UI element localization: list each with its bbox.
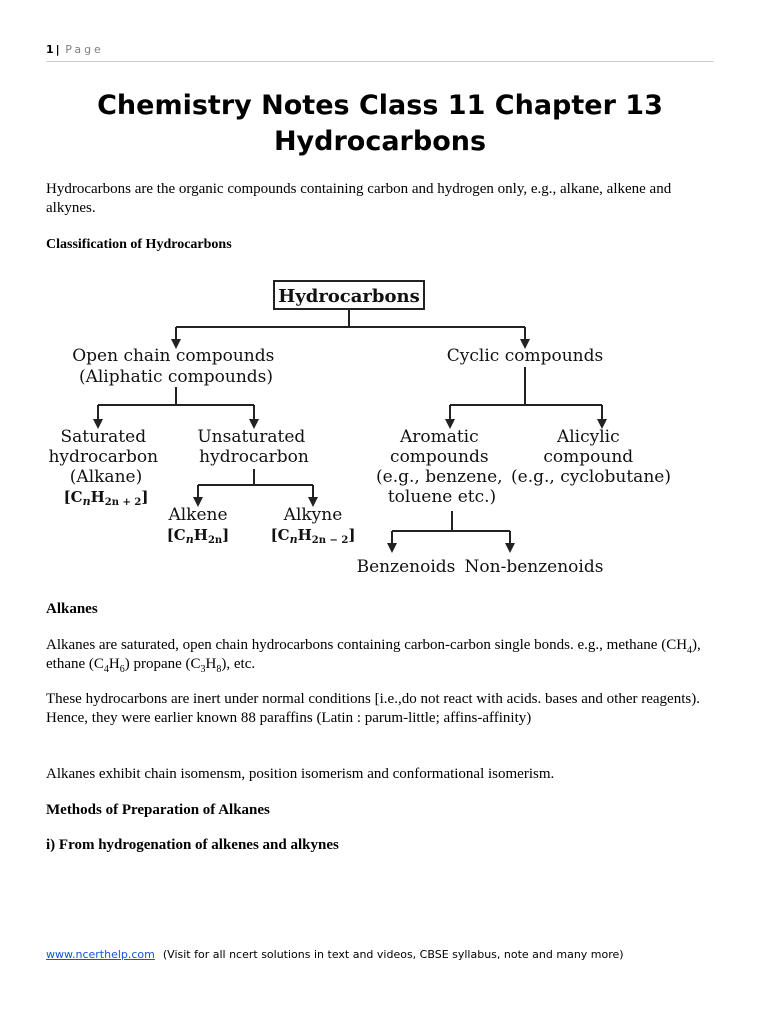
isomerism-paragraph: Alkanes exhibit chain isomensm, position isomerism and conformational isomerism. <box>46 766 555 782</box>
alkyne-formula: $[C_nH_{2n - 2}]$ <box>270 526 356 546</box>
saturated-line-3: (Alkane) <box>69 467 143 487</box>
non-benzenoids-label: Non-benzenoids <box>464 557 604 577</box>
saturated-formula: $[C_nH_{2n + 2}]$ <box>63 488 149 508</box>
unsaturated-line-2: hydrocarbon <box>199 447 309 467</box>
alicyclic-line-2: compound <box>543 447 634 467</box>
footer-note: (Visit for all ncert solutions in text and videos, CBSE syllabus, note and many more) <box>162 948 624 961</box>
alicyclic-label <box>511 427 671 487</box>
alkanes-definition: Alkanes are saturated, open chain hydrocarbons containing carbon-carbon single bonds. e.g., methane $(CH_4)$, ethane $(C_4H_6)$ propane $(C_3H_8)$, etc. <box>46 637 701 675</box>
saturated-line-1: Saturated <box>60 427 147 447</box>
aromatic-line-3: (e.g., benzene, <box>376 467 503 487</box>
title-line-1: Chemistry Notes Class 11 Chapter 13 <box>97 90 663 121</box>
open-chain-label <box>72 346 280 387</box>
alicyclic-line-3: (e.g., cyclobutane) <box>511 467 671 487</box>
alkene-formula: $[C_nH_{2n}]$ <box>166 526 230 546</box>
page-separator: | <box>55 43 60 56</box>
page-header <box>46 43 714 62</box>
method-1-heading: i) From hydrogenation of alkenes and alkynes <box>46 837 339 853</box>
alkanes-heading: Alkanes <box>46 601 98 617</box>
page-number: 1 <box>46 43 54 56</box>
alicyclic-line-1: Alicylic <box>556 427 620 447</box>
page-title <box>46 88 714 160</box>
page-footer <box>46 948 624 961</box>
aromatic-line-4: toluene etc.) <box>387 487 497 507</box>
methods-heading: Methods of Preparation of Alkanes <box>46 802 270 818</box>
unsaturated-line-1: Unsaturated <box>197 427 306 447</box>
aromatic-line-1: Aromatic <box>399 427 479 447</box>
intro-paragraph: Hydrocarbons are the organic compounds containing carbon and hydrogen only, e.g., alkane, alkene and alkynes. <box>46 181 672 216</box>
aromatic-line-2: compounds <box>390 447 489 467</box>
aromatic-label <box>376 427 508 507</box>
page-label: Page <box>65 43 104 56</box>
inert-paragraph: These hydrocarbons are inert under normal conditions [i.e.,do not react with acids. bases and other reagents). Hence, they were earlier known 88 paraffins (Latin : parum-little; affins-affinity) <box>46 691 700 726</box>
root-label: Hydrocarbons <box>278 286 420 307</box>
saturated-label <box>48 427 163 487</box>
open-chain-line-1: Open chain compounds <box>72 346 275 366</box>
alkene-label: Alkene <box>168 505 228 525</box>
classification-heading: Classification of Hydrocarbons <box>46 237 232 252</box>
open-chain-line-2: (Aliphatic compounds) <box>78 367 274 387</box>
footer-link[interactable]: www.ncerthelp.com <box>46 948 155 961</box>
alkyne-label: Alkyne <box>283 505 343 525</box>
saturated-line-2: hydrocarbon <box>48 447 159 467</box>
unsaturated-label <box>197 427 310 467</box>
title-line-2: Hydrocarbons <box>273 126 487 157</box>
benzenoids-label: Benzenoids <box>356 557 456 577</box>
classification-diagram <box>0 265 768 595</box>
cyclic-label: Cyclic compounds <box>446 346 604 366</box>
